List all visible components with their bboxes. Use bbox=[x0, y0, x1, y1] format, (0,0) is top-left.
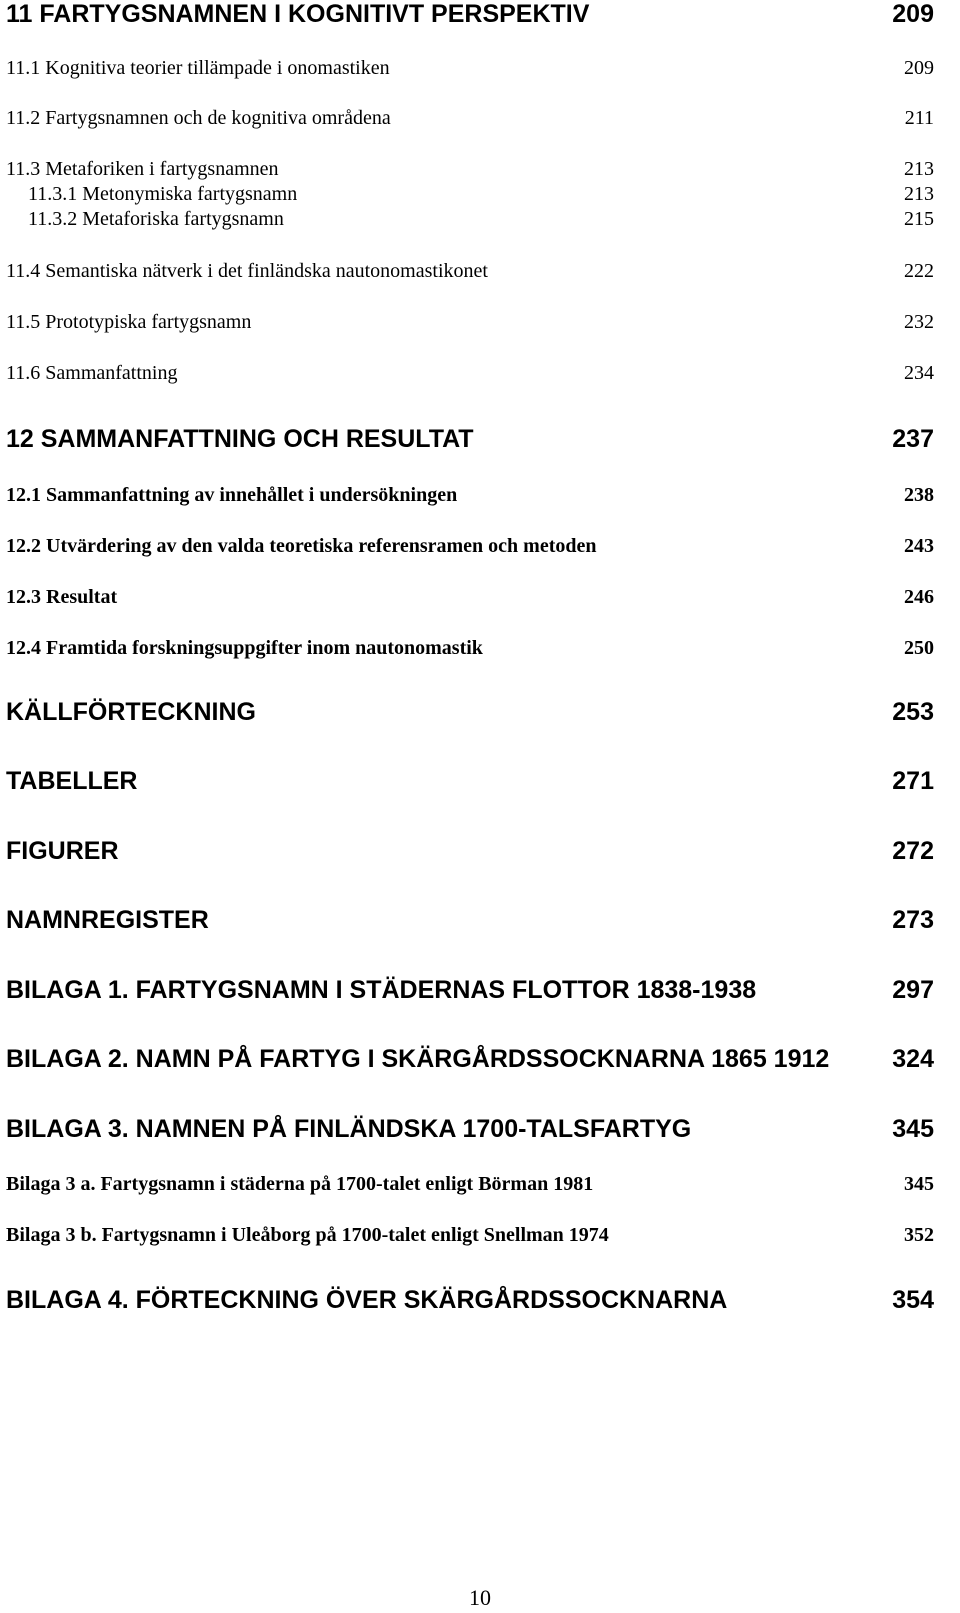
toc-entry-11-5[interactable] bbox=[6, 311, 934, 334]
toc-entry-12-2[interactable] bbox=[6, 535, 934, 558]
toc-entry-11-3[interactable] bbox=[6, 158, 934, 181]
toc-entry-title: 11.4 Semantiska nätverk i det finländska nautonomastikonet bbox=[6, 260, 488, 282]
toc-entry-title: 11.3.1 Metonymiska fartygsnamn bbox=[28, 183, 298, 205]
toc-entry-title: KÄLLFÖRTECKNING bbox=[6, 698, 256, 726]
toc-entry-title: 12.1 Sammanfattning av innehållet i undersökningen bbox=[6, 484, 458, 506]
toc-entry-page: 250 bbox=[904, 637, 934, 659]
toc-entry-title: NAMNREGISTER bbox=[6, 906, 209, 934]
toc-entry-bilaga-3a[interactable] bbox=[6, 1173, 934, 1196]
toc-entry-figurer[interactable] bbox=[6, 837, 934, 866]
toc-entry-page: 354 bbox=[892, 1286, 934, 1314]
toc-entry-bilaga-4[interactable] bbox=[6, 1286, 934, 1315]
toc-entry-title: BILAGA 1. FARTYGSNAMN I STÄDERNAS FLOTTOR 1838-1938 bbox=[6, 976, 757, 1004]
toc-entry-title: 11.5 Prototypiska fartygsnamn bbox=[6, 311, 252, 333]
toc-entry-11-2[interactable] bbox=[6, 107, 934, 130]
toc-entry-page: 352 bbox=[904, 1224, 934, 1246]
toc-entry-page: 232 bbox=[904, 311, 934, 333]
toc-entry-title: FIGURER bbox=[6, 837, 119, 865]
toc-entry-11-6[interactable] bbox=[6, 362, 934, 385]
toc-entry-page: 209 bbox=[904, 57, 934, 79]
toc-entry-page: 345 bbox=[904, 1173, 934, 1195]
toc-entry-page: 297 bbox=[892, 976, 934, 1004]
toc-entry-title: 11 FARTYGSNAMNEN I KOGNITIVT PERSPEKTIV bbox=[6, 0, 590, 28]
toc-entry-chapter-12[interactable] bbox=[6, 425, 934, 454]
toc-entry-page: 211 bbox=[904, 107, 934, 129]
toc-entry-page: 213 bbox=[904, 183, 934, 205]
toc-entry-title: BILAGA 2. NAMN PÅ FARTYG I SKÄRGÅRDSSOCKNARNA 1865 1912 bbox=[6, 1045, 830, 1073]
toc-entry-page: 272 bbox=[892, 837, 934, 865]
toc-entry-title: Bilaga 3 a. Fartygsnamn i städerna på 1700-talet enligt Börman 1981 bbox=[6, 1173, 594, 1195]
toc-entry-page: 238 bbox=[904, 484, 934, 506]
toc-entry-bilaga-3b[interactable] bbox=[6, 1224, 934, 1247]
toc-entry-bilaga-2[interactable] bbox=[6, 1045, 934, 1074]
toc-entry-11-3-2[interactable] bbox=[28, 208, 934, 231]
toc-entry-title: 11.1 Kognitiva teorier tillämpade i onomastiken bbox=[6, 57, 390, 79]
toc-entry-title: Bilaga 3 b. Fartygsnamn i Uleåborg på 1700-talet enligt Snellman 1974 bbox=[6, 1224, 609, 1246]
toc-entry-12-1[interactable] bbox=[6, 484, 934, 507]
toc-entry-page: 243 bbox=[904, 535, 934, 557]
toc-entry-bilaga-3[interactable] bbox=[6, 1115, 934, 1144]
toc-entry-12-4[interactable] bbox=[6, 637, 934, 660]
toc-entry-page: 246 bbox=[904, 586, 934, 608]
toc-entry-title: BILAGA 3. NAMNEN PÅ FINLÄNDSKA 1700-TALSFARTYG bbox=[6, 1115, 692, 1143]
toc-entry-tabeller[interactable] bbox=[6, 767, 934, 796]
toc-entry-kallforteckning[interactable] bbox=[6, 698, 934, 727]
toc-entry-page: 209 bbox=[892, 0, 934, 28]
toc-entry-page: 253 bbox=[892, 698, 934, 726]
toc-entry-page: 271 bbox=[892, 767, 934, 795]
toc-entry-title: BILAGA 4. FÖRTECKNING ÖVER SKÄRGÅRDSSOCKNARNA bbox=[6, 1286, 728, 1314]
toc-entry-page: 237 bbox=[892, 425, 934, 453]
toc-entry-page: 324 bbox=[892, 1045, 934, 1073]
toc-entry-title: 11.3.2 Metaforiska fartygsnamn bbox=[28, 208, 284, 230]
toc-entry-title: 11.3 Metaforiken i fartygsnamnen bbox=[6, 158, 279, 180]
toc-entry-chapter-11[interactable] bbox=[6, 0, 934, 29]
toc-entry-12-3[interactable] bbox=[6, 586, 934, 609]
toc-entry-title: 12 SAMMANFATTNING OCH RESULTAT bbox=[6, 425, 474, 453]
page-number: 10 bbox=[469, 1585, 491, 1610]
toc-entry-title: 12.4 Framtida forskningsuppgifter inom nautonomastik bbox=[6, 637, 483, 659]
toc-entry-title: 12.3 Resultat bbox=[6, 586, 118, 608]
toc-entry-namnregister[interactable] bbox=[6, 906, 934, 935]
toc-entry-11-4[interactable] bbox=[6, 260, 934, 283]
toc-entry-11-1[interactable] bbox=[6, 57, 934, 80]
toc-entry-page: 273 bbox=[892, 906, 934, 934]
toc-entry-page: 234 bbox=[904, 362, 934, 384]
toc-entry-page: 213 bbox=[904, 158, 934, 180]
toc-entry-11-3-1[interactable] bbox=[28, 183, 934, 206]
toc-entry-title: 11.6 Sammanfattning bbox=[6, 362, 178, 384]
toc-entry-page: 215 bbox=[904, 208, 934, 230]
toc-entry-bilaga-1[interactable] bbox=[6, 976, 934, 1005]
toc-entry-page: 345 bbox=[892, 1115, 934, 1143]
toc-entry-title: TABELLER bbox=[6, 767, 138, 795]
toc-entry-page: 222 bbox=[904, 260, 934, 282]
toc-entry-title: 12.2 Utvärdering av den valda teoretiska referensramen och metoden bbox=[6, 535, 597, 557]
toc-entry-title: 11.2 Fartygsnamnen och de kognitiva områdena bbox=[6, 107, 391, 129]
